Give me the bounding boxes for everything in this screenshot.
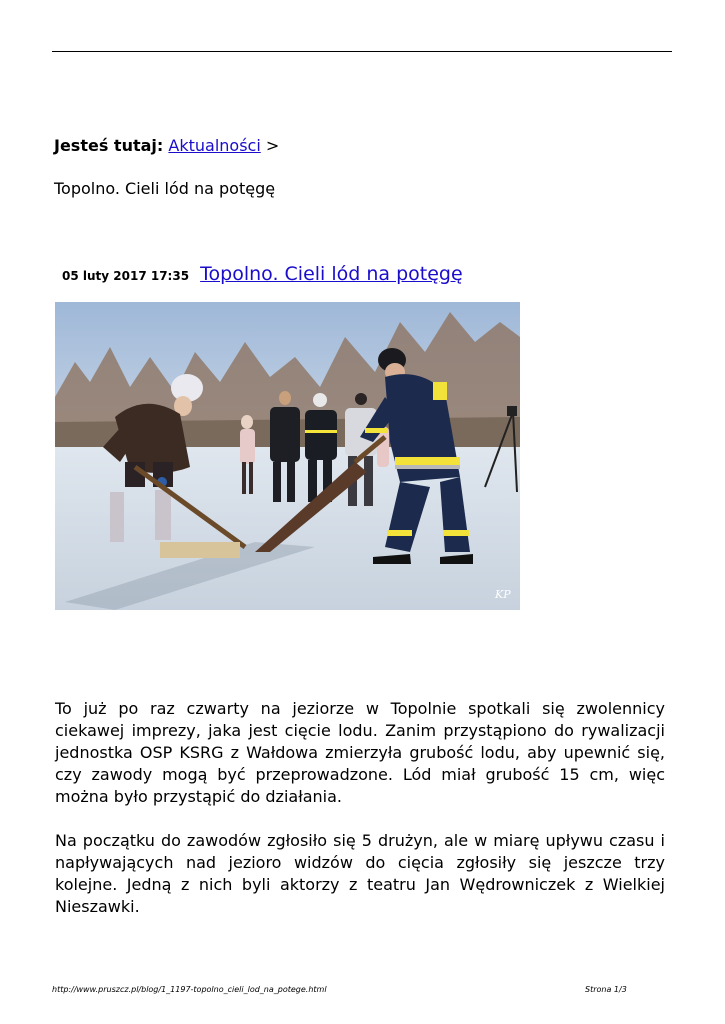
breadcrumb-label: Jesteś tutaj: xyxy=(54,136,164,155)
article-paragraph: Na początku do zawodów zgłosiło się 5 drużyn, ale w miarę upływu czasu i napływających nad jezioro widzów do cięcia zgłosiły się jeszcze trzy kolejne. Jedną z nich byli aktorzy z teatru Jan Wędrowniczek z Wielkiej Nieszawki. xyxy=(55,831,665,916)
article-photo xyxy=(55,302,520,610)
photo-watermark: KP xyxy=(495,588,511,601)
breadcrumb xyxy=(54,136,279,156)
article-title-link[interactable]: Topolno. Cieli lód na potęgę xyxy=(200,263,463,285)
footer-page-number: Strona 1/3 xyxy=(585,985,627,994)
breadcrumb-link-aktualnosci[interactable]: Aktualności xyxy=(168,136,261,155)
page-subtitle: Topolno. Cieli lód na potęgę xyxy=(54,179,276,198)
article-date: 05 luty 2017 17:35 xyxy=(62,269,190,283)
article-meta xyxy=(62,263,463,285)
breadcrumb-separator: > xyxy=(265,136,280,155)
article-body xyxy=(55,698,665,940)
article-paragraph: To już po raz czwarty na jeziorze w Topolnie spotkali się zwolennicy ciekawej imprezy, jaka jest cięcie lodu. Zanim przystąpiono do rywalizacji jednostka OSP KSRG z Wałdowa zmierzyła grubość lodu, aby upewnić się, czy zawody mogą być przeprowadzone. Lód miał grubość 15 cm, więc można było przystąpić do działania. xyxy=(55,699,665,806)
header-rule xyxy=(52,51,672,52)
footer-url: http://www.pruszcz.pl/blog/1_1197-topolno_cieli_lod_na_potege.html xyxy=(52,985,327,994)
